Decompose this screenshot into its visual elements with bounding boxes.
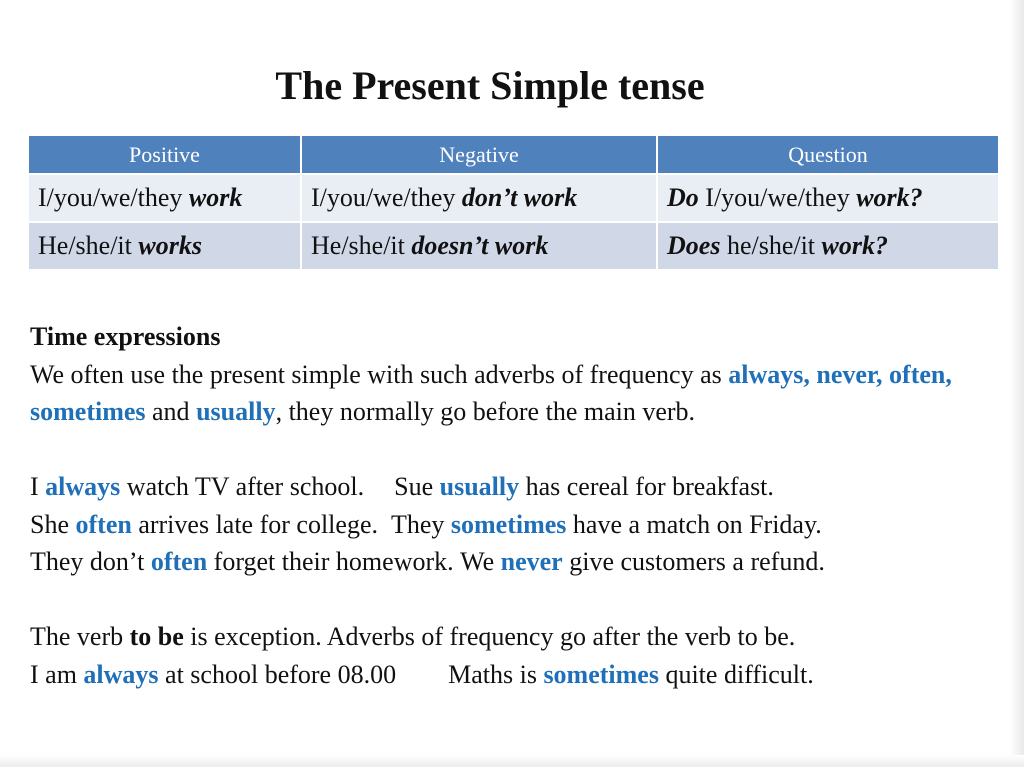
slide-body [30,318,1005,693]
header-question: Question [657,135,999,174]
spacer [30,581,1005,619]
slide-title: The Present Simple tense [275,63,705,108]
example-line: I always watch TV after school. Sue usually has cereal for breakfast. [30,472,774,501]
spacer [30,431,1005,469]
header-negative: Negative [301,135,657,174]
cell-negative: I/you/we/they don’t work [301,174,657,222]
slide-edge-shadow-bottom [0,755,1024,767]
cell-negative: He/she/it doesn’t work [301,222,657,270]
cell-question: Do I/you/we/they work? [657,174,999,222]
to-be-example-line: I am always at school before 08.00 Maths is sometimes quite difficult. [30,659,814,689]
table-header-row [28,135,999,174]
table-row [28,222,999,270]
example-line: They don’t often forget their homework. We never give customers a refund. [30,547,825,576]
example-line: She often arrives late for college. They sometimes have a match on Friday. [30,509,822,539]
cell-positive: I/you/we/they work [28,174,301,222]
slide-edge-shadow-right [1010,0,1024,767]
table-row [28,174,999,222]
to-be-rule: The verb to be is exception. Adverbs of frequency go after the verb to be. [30,622,796,651]
cell-question: Does he/she/it work? [657,222,999,270]
header-positive: Positive [28,135,301,174]
section-heading: Time expressions [30,322,221,351]
cell-positive: He/she/it works [28,222,301,270]
present-simple-table [27,134,1000,271]
intro-paragraph: We often use the present simple with such adverbs of frequency as always, never, often, sometimes and usually, they normally go before the main verb. [30,359,952,426]
